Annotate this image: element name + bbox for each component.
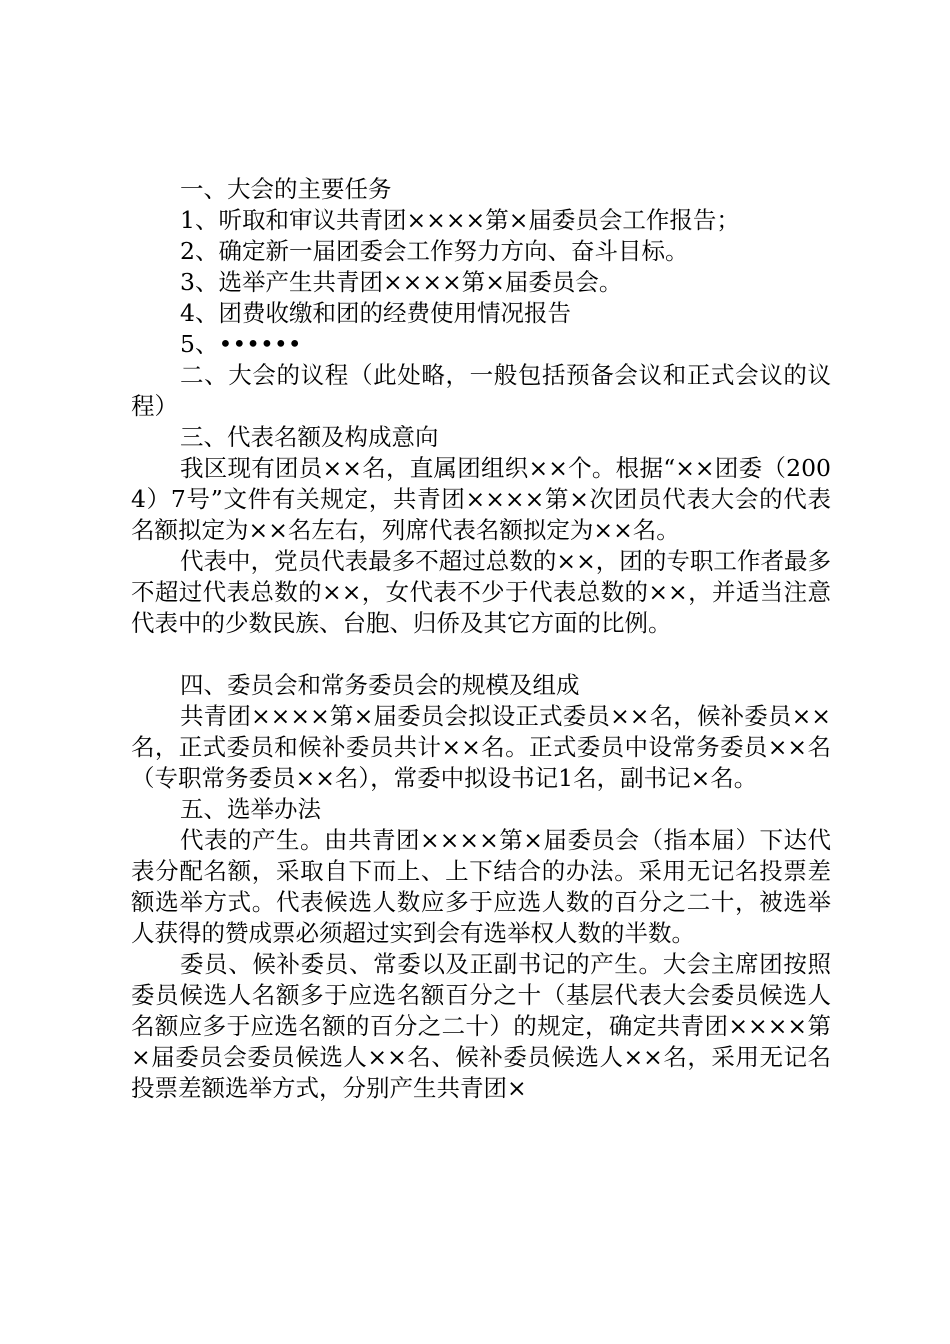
paragraph-spacer [131,639,831,670]
document-body [131,174,831,1104]
heading-delegate-quota: 三、代表名额及构成意向 [180,423,439,451]
task-item-5: 5、•••••• [180,330,302,358]
paragraph-committee-election: 委员、候补委员、常委以及正副书记的产生。大会主席团按照委员候选人名额多于应选名额百分之十（基层代表大会委员候选人名额应多于应选名额的百分之二十）的规定，确定共青团××××第×届委员会委员候选人××名、候补委员候选人××名，采用无记名投票差额选举方式，分别产生共青团× [131,950,831,1102]
task-item-2: 2、确定新一届团委会工作努力方向、奋斗目标。 [180,237,689,265]
task-item-4: 4、团费收缴和团的经费使用情况报告 [180,299,571,327]
heading-agenda: 二、大会的议程（此处略，一般包括预备会议和正式会议的议程） [131,361,831,420]
heading-committee: 四、委员会和常务委员会的规模及组成 [180,671,580,699]
paragraph-delegate-composition: 代表中，党员代表最多不超过总数的××，团的专职工作者最多不超过代表总数的××，女代表不少于代表总数的××，并适当注意代表中的少数民族、台胞、归侨及其它方面的比例。 [131,547,831,637]
paragraph-delegate-election: 代表的产生。由共青团××××第×届委员会（指本届）下达代表分配名额，采取自下而上、上下结合的办法。采用无记名投票差额选举方式。代表候选人数应多于应选人数的百分之二十，被选举人获得的赞成票必须超过实到会有选举权人数的半数。 [131,826,831,947]
heading-main-tasks: 一、大会的主要任务 [180,175,392,203]
task-item-1: 1、听取和审议共青团××××第×届委员会工作报告； [180,206,740,234]
heading-election-method: 五、选举办法 [180,795,321,823]
paragraph-delegate-quota: 我区现有团员××名，直属团组织××个。根据“××团委（2004）7号”文件有关规定，共青团××××第×次团员代表大会的代表名额拟定为××名左右，列席代表名额拟定为××名。 [131,454,831,544]
paragraph-committee: 共青团××××第×届委员会拟设正式委员××名，候补委员××名，正式委员和候补委员共计××名。正式委员中设常务委员××名（专职常务委员××名），常委中拟设书记1名，副书记×名。 [131,702,831,792]
task-item-3: 3、选举产生共青团××××第×届委员会。 [180,268,623,296]
